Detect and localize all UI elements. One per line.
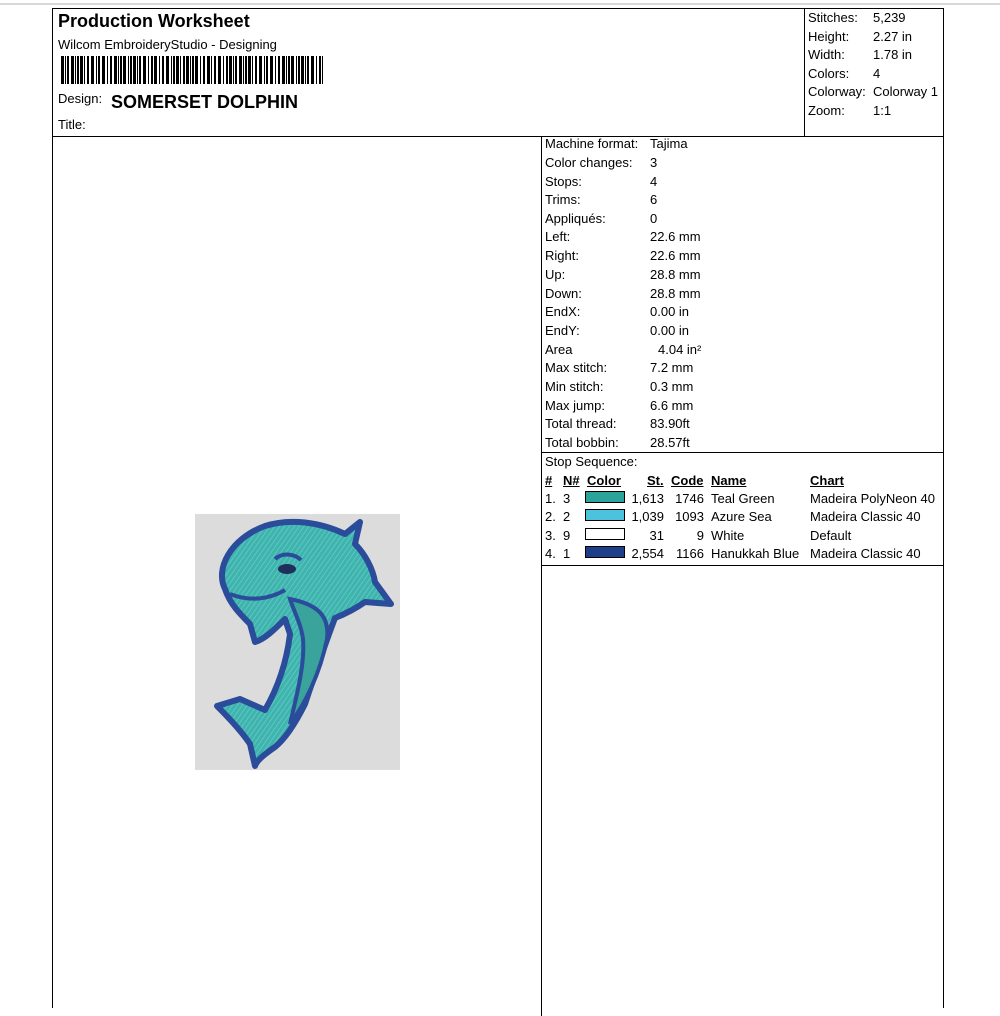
color-swatch [585,491,625,503]
spec-value: 22.6 mm [650,229,701,244]
spec-value: 83.90ft [650,416,690,431]
summary-label: Stitches: [808,10,858,25]
summary-label: Height: [808,29,850,44]
row-code: 1166 [676,546,704,561]
row-stitches: 2,554 [631,546,664,561]
summary-value: 5,239 [873,10,906,25]
color-swatch [585,528,625,540]
dolphin-design-image [195,514,400,770]
column-divider [541,136,542,1016]
summary-row [805,103,945,121]
spec-label: Area [545,342,573,357]
table-row [542,491,944,509]
table-row [542,509,944,527]
spec-value: 28.8 mm [650,267,701,282]
spec-label: Stops: [545,174,582,189]
spec-label: Down: [545,286,582,301]
spec-label: EndY: [545,323,580,338]
col-header-stitches: St. [647,473,664,488]
spec-label: Color changes: [545,155,633,170]
spec-value: 6.6 mm [650,398,694,413]
color-swatch [585,509,625,521]
row-needle: 9 [563,528,571,543]
summary-row [805,84,945,102]
row-needle: 2 [563,509,571,524]
spec-value: 7.2 mm [650,360,694,375]
summary-label: Width: [808,47,845,62]
spec-label: Min stitch: [545,379,604,394]
spec-label: Right: [545,248,579,263]
row-chart: Madeira Classic 40 [810,509,921,524]
summary-label: Colors: [808,66,850,81]
spec-value: 28.8 mm [650,286,701,301]
software-name: Wilcom EmbroideryStudio - Designing [58,37,277,52]
spec-value: 22.6 mm [650,248,701,263]
color-swatch [585,546,625,558]
spec-value: 0 [650,211,658,226]
summary-panel [804,9,945,136]
summary-value: 4 [873,66,881,81]
design-name: SOMERSET DOLPHIN [111,92,299,112]
row-needle: 1 [563,546,571,561]
row-stitches: 31 [649,528,664,543]
row-num: 1. [545,491,556,506]
summary-row [805,29,945,47]
table-row [542,546,944,564]
row-needle: 3 [563,491,571,506]
table-row [542,528,944,546]
row-num: 2. [545,509,556,524]
summary-row [805,66,945,84]
row-code: 1093 [675,509,704,524]
spec-label: Trims: [545,192,581,207]
design-label: Design: [58,91,103,106]
summary-row [805,10,945,28]
worksheet-header [53,9,944,137]
summary-label: Colorway: [808,84,866,99]
col-header-name: Name [711,473,747,488]
row-name: White [711,528,745,543]
col-header-n: N# [563,473,580,488]
worksheet [52,8,944,1008]
stop-sequence-title: Stop Sequence: [545,454,638,469]
design-preview [195,514,400,770]
row-chart: Default [810,528,852,543]
stop-sequence-table [542,452,944,566]
row-num: 3. [545,528,556,543]
spec-label: Total bobbin: [545,435,619,450]
spec-value: 4.04 in² [658,342,702,357]
spec-label: Total thread: [545,416,617,431]
spec-label: EndX: [545,304,581,319]
spec-label: Max stitch: [545,360,608,375]
spec-value: Tajima [650,136,688,151]
spec-label: Left: [545,229,571,244]
spec-value: 0.00 in [650,304,690,319]
row-chart: Madeira Classic 40 [810,546,921,561]
row-code: 1746 [675,491,704,506]
row-code: 9 [696,528,704,543]
summary-row [805,47,945,65]
col-header-code: Code [671,473,704,488]
spec-value: 4 [650,174,658,189]
row-num: 4. [545,546,556,561]
row-name: Teal Green [711,491,775,506]
spec-label: Max jump: [545,398,605,413]
col-header-num: # [545,473,553,488]
row-name: Hanukkah Blue [711,546,800,561]
summary-value: 1:1 [873,103,892,118]
col-header-chart: Chart [810,473,844,488]
summary-value: 1.78 in [873,47,913,62]
row-chart: Madeira PolyNeon 40 [810,491,936,506]
spec-value: 6 [650,192,658,207]
spec-value: 0.3 mm [650,379,694,394]
summary-value: Colorway 1 [873,84,939,99]
top-rule [0,3,1000,5]
worksheet-title: Production Worksheet [58,11,250,31]
spec-label: Machine format: [545,136,639,151]
spec-value: 3 [650,155,658,170]
title-label: Title: [58,117,86,132]
row-name: Azure Sea [711,509,772,524]
spec-label: Appliqués: [545,211,606,226]
col-header-color: Color [587,473,621,488]
row-stitches: 1,613 [631,491,664,506]
summary-value: 2.27 in [873,29,913,44]
barcode [61,56,323,84]
spec-value: 28.57ft [650,435,690,450]
row-stitches: 1,039 [631,509,664,524]
spec-value: 0.00 in [650,323,690,338]
spec-label: Up: [545,267,566,282]
summary-label: Zoom: [808,103,845,118]
